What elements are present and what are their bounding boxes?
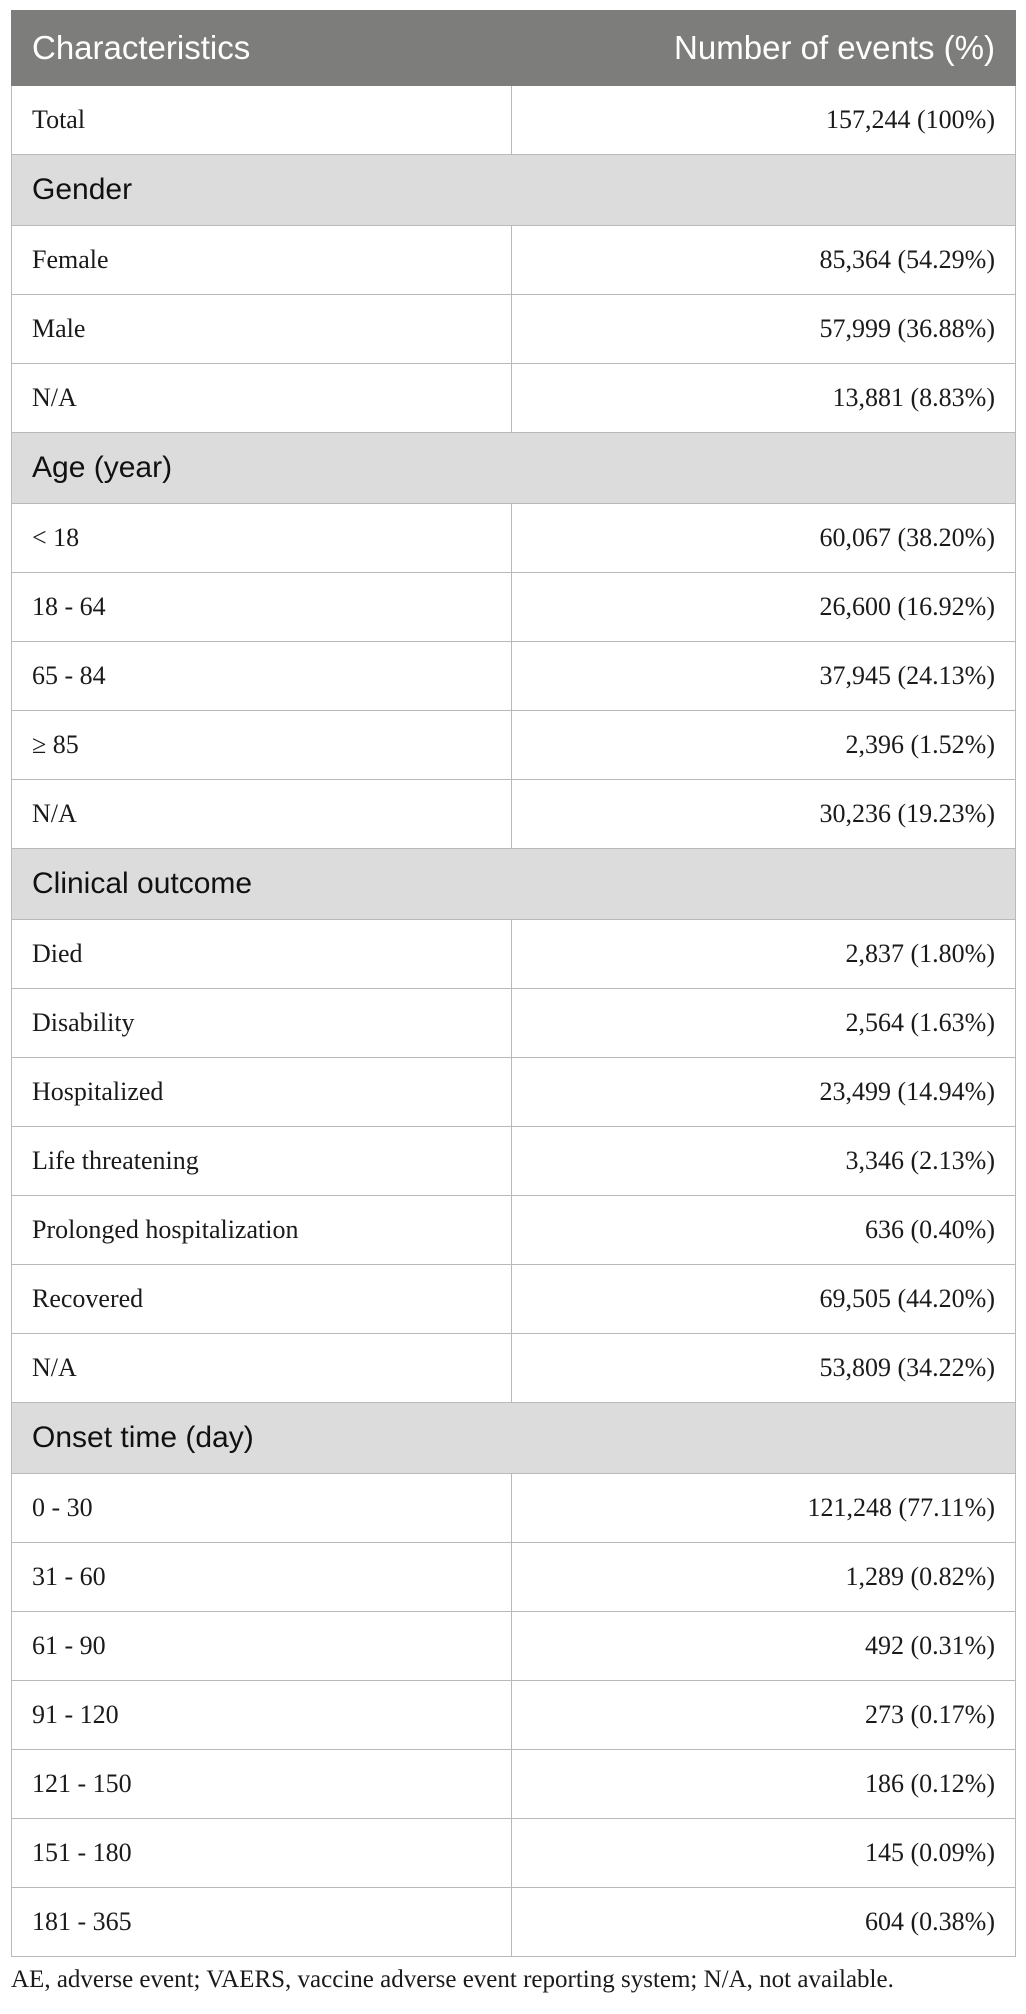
row-value: 273 (0.17%)	[512, 1681, 1016, 1750]
row-label: 31 - 60	[12, 1543, 512, 1612]
row-value: 23,499 (14.94%)	[512, 1058, 1016, 1127]
section-header-gender	[12, 155, 1016, 226]
row-value: 157,244 (100%)	[512, 86, 1016, 155]
row-label: N/A	[12, 1334, 512, 1403]
row-value: 30,236 (19.23%)	[512, 780, 1016, 849]
row-value: 186 (0.12%)	[512, 1750, 1016, 1819]
row-label: Prolonged hospitalization	[12, 1196, 512, 1265]
table-row-total	[12, 86, 1016, 155]
header-number-of-events: Number of events (%)	[512, 11, 1016, 86]
row-label: 18 - 64	[12, 573, 512, 642]
table-row	[12, 1612, 1016, 1681]
table-row	[12, 1334, 1016, 1403]
row-label: 61 - 90	[12, 1612, 512, 1681]
row-value: 85,364 (54.29%)	[512, 226, 1016, 295]
table-row	[12, 226, 1016, 295]
section-header-onset-time	[12, 1403, 1016, 1474]
row-value: 636 (0.40%)	[512, 1196, 1016, 1265]
table-footnote: AE, adverse event; VAERS, vaccine adverse event reporting system; N/A, not available.	[11, 1966, 894, 1993]
table-header-row	[12, 11, 1016, 86]
table-row	[12, 1819, 1016, 1888]
row-label: N/A	[12, 364, 512, 433]
row-label: Female	[12, 226, 512, 295]
row-value: 604 (0.38%)	[512, 1888, 1016, 1957]
row-label: 121 - 150	[12, 1750, 512, 1819]
row-label: Recovered	[12, 1265, 512, 1334]
table-row	[12, 1543, 1016, 1612]
row-label: 181 - 365	[12, 1888, 512, 1957]
row-value: 57,999 (36.88%)	[512, 295, 1016, 364]
table-row	[12, 1750, 1016, 1819]
table-row	[12, 1474, 1016, 1543]
row-label: Life threatening	[12, 1127, 512, 1196]
table-row	[12, 780, 1016, 849]
row-label: 0 - 30	[12, 1474, 512, 1543]
row-label: Disability	[12, 989, 512, 1058]
section-title: Gender	[12, 155, 1016, 226]
row-value: 1,289 (0.82%)	[512, 1543, 1016, 1612]
table-row	[12, 364, 1016, 433]
row-value: 3,346 (2.13%)	[512, 1127, 1016, 1196]
characteristics-table	[11, 10, 1016, 1957]
table-row	[12, 1265, 1016, 1334]
table-row	[12, 989, 1016, 1058]
row-value: 60,067 (38.20%)	[512, 504, 1016, 573]
table-row	[12, 573, 1016, 642]
row-label: Male	[12, 295, 512, 364]
table-row	[12, 642, 1016, 711]
row-label: 65 - 84	[12, 642, 512, 711]
row-label: < 18	[12, 504, 512, 573]
row-label: ≥ 85	[12, 711, 512, 780]
row-value: 37,945 (24.13%)	[512, 642, 1016, 711]
header-characteristics: Characteristics	[12, 11, 512, 86]
row-value: 69,505 (44.20%)	[512, 1265, 1016, 1334]
table-row	[12, 1127, 1016, 1196]
table-row	[12, 1196, 1016, 1265]
table-row	[12, 504, 1016, 573]
table-row	[12, 1888, 1016, 1957]
row-label: Died	[12, 920, 512, 989]
table-row	[12, 1058, 1016, 1127]
section-header-clinical-outcome	[12, 849, 1016, 920]
row-label: 91 - 120	[12, 1681, 512, 1750]
section-title: Age (year)	[12, 433, 1016, 504]
row-label: Total	[12, 86, 512, 155]
table-row	[12, 1681, 1016, 1750]
row-value: 121,248 (77.11%)	[512, 1474, 1016, 1543]
section-title: Clinical outcome	[12, 849, 1016, 920]
row-label: 151 - 180	[12, 1819, 512, 1888]
table-row	[12, 920, 1016, 989]
row-label: Hospitalized	[12, 1058, 512, 1127]
section-title: Onset time (day)	[12, 1403, 1016, 1474]
row-value: 2,564 (1.63%)	[512, 989, 1016, 1058]
row-value: 2,837 (1.80%)	[512, 920, 1016, 989]
section-header-age	[12, 433, 1016, 504]
row-value: 26,600 (16.92%)	[512, 573, 1016, 642]
row-value: 53,809 (34.22%)	[512, 1334, 1016, 1403]
row-value: 492 (0.31%)	[512, 1612, 1016, 1681]
row-label: N/A	[12, 780, 512, 849]
row-value: 13,881 (8.83%)	[512, 364, 1016, 433]
table-row	[12, 711, 1016, 780]
row-value: 2,396 (1.52%)	[512, 711, 1016, 780]
row-value: 145 (0.09%)	[512, 1819, 1016, 1888]
table-row	[12, 295, 1016, 364]
